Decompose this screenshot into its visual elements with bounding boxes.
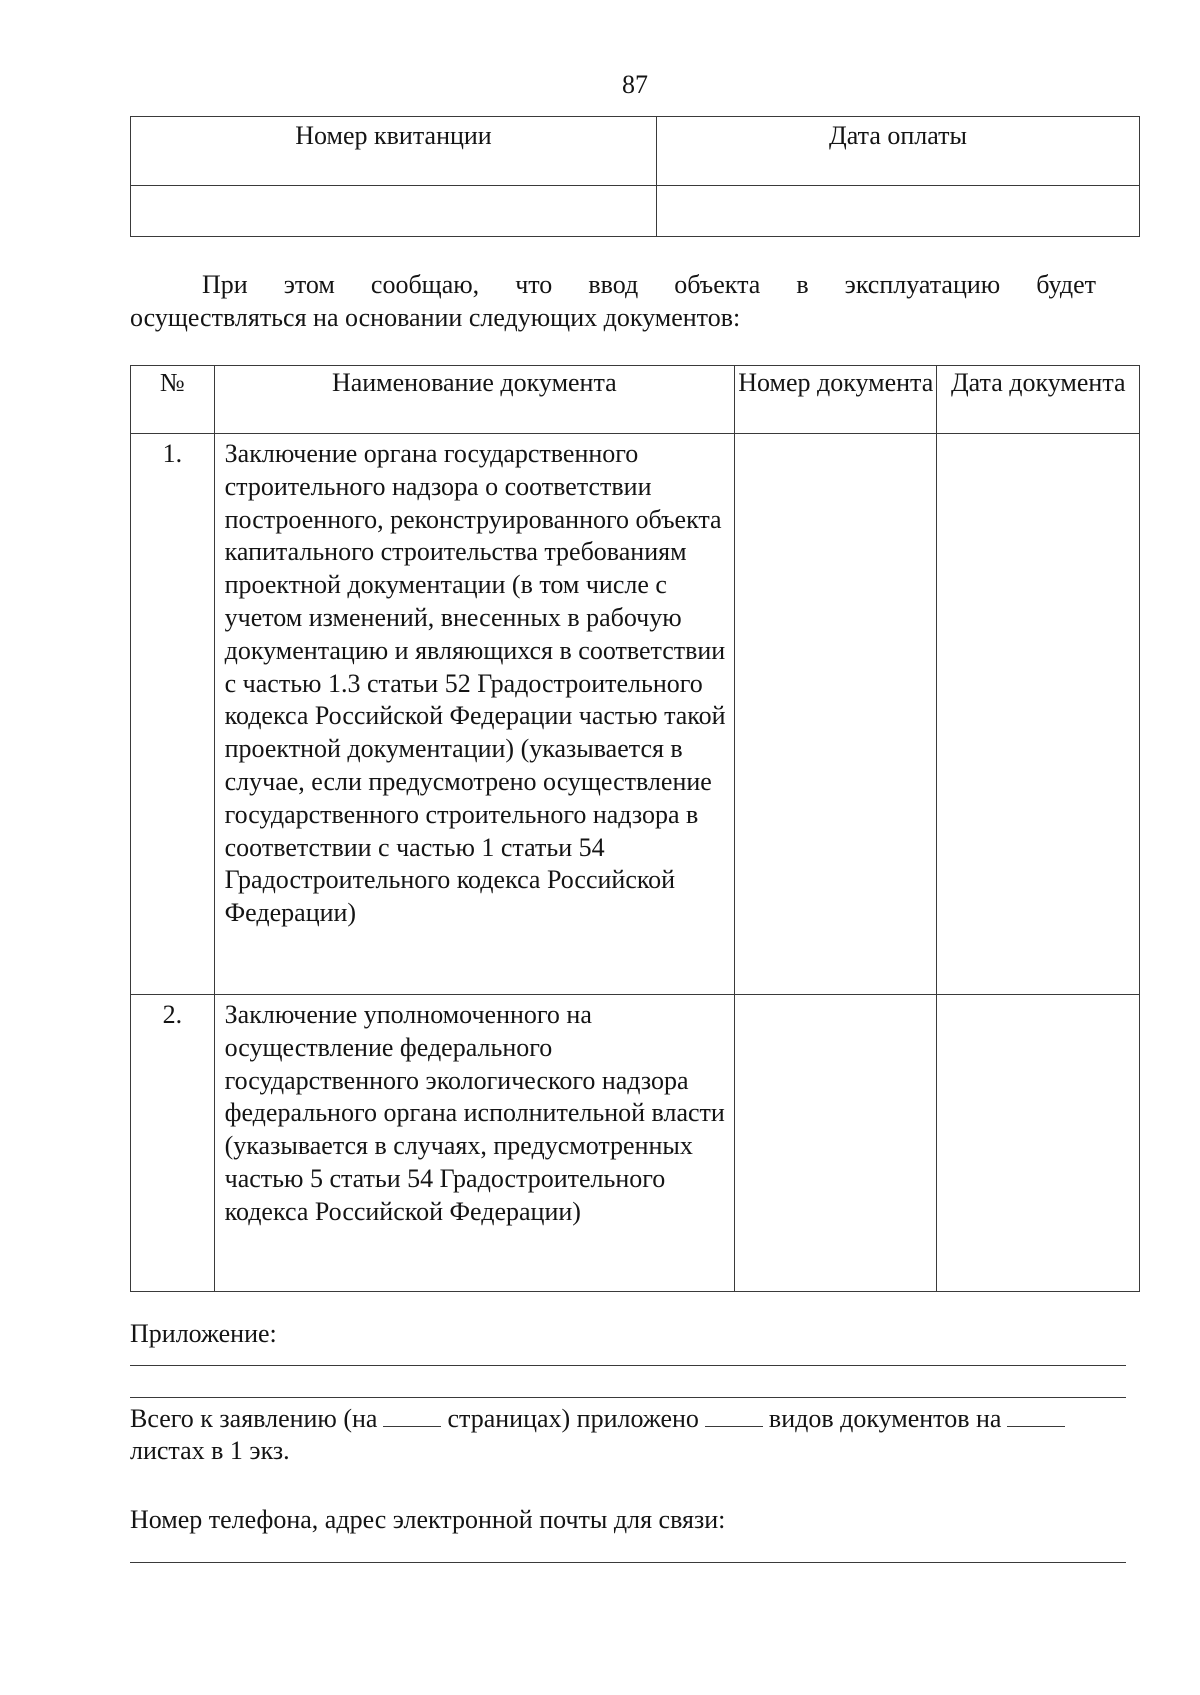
doc-types-count-blank[interactable] <box>705 1404 763 1427</box>
page-number: 87 <box>622 70 648 99</box>
total-part-1: Всего к заявлению (на <box>130 1404 378 1433</box>
row-document-number-cell[interactable] <box>735 995 937 1292</box>
header-receipt-number: Номер квитанции <box>131 117 657 186</box>
header-num: № <box>131 366 215 434</box>
row-number: 1. <box>131 434 215 995</box>
table-row <box>131 434 1140 995</box>
header-document-number: Номер документа <box>735 366 937 434</box>
receipt-table <box>130 116 1140 237</box>
row-document-name: Заключение уполномоченного на осуществление федерального государственного экологического надзора федерального органа исполнительной власти (указывается в случаях, предусмотренных частью 5 статьи 54 Градостроительного кодекса Российской Федерации) <box>214 995 734 1292</box>
table-row <box>131 995 1140 1292</box>
pages-count-blank[interactable] <box>383 1404 441 1427</box>
total-part-2: страницах) приложено <box>447 1404 699 1433</box>
header-document-name: Наименование документа <box>214 366 734 434</box>
row-document-date-cell[interactable] <box>937 434 1140 995</box>
documents-header-row <box>131 366 1140 434</box>
row-document-name: Заключение органа государственного строительного надзора о соответствии построенного, реконструированного объекта капитального строительства требованиям проектной документации (в том числе с учетом изменений, внесенных в рабочую документацию и являющихся в соответствии с частью 1.3 статьи 52 Градостроительного кодекса Российской Федерации частью такой проектной документации) (указывается в случае, если предусмотрено осуществление государственного строительного надзора в соответствии с частью 1 статьи 54 Градостроительного кодекса Российской Федерации) <box>214 434 734 995</box>
documents-table <box>130 365 1140 1292</box>
receipt-value-row <box>131 186 1140 237</box>
attachment-line-2[interactable] <box>130 1397 1126 1398</box>
intro-line-2: осуществляться на основании следующих документов: <box>130 303 741 332</box>
intro-paragraph <box>130 268 1096 334</box>
receipt-number-cell[interactable] <box>131 186 657 237</box>
payment-date-cell[interactable] <box>657 186 1140 237</box>
intro-line-1: При этом сообщаю, что ввод объекта в эксплуатацию будет <box>202 270 1096 299</box>
sheets-count-blank[interactable] <box>1007 1404 1065 1427</box>
contact-label: Номер телефона, адрес электронной почты для связи: <box>130 1505 726 1534</box>
row-document-date-cell[interactable] <box>937 995 1140 1292</box>
header-payment-date: Дата оплаты <box>657 117 1140 186</box>
row-document-number-cell[interactable] <box>735 434 937 995</box>
total-part-3: видов документов на <box>768 1404 1002 1433</box>
row-number: 2. <box>131 995 215 1292</box>
attachment-label: Приложение: <box>130 1319 277 1348</box>
receipt-header-row <box>131 117 1140 186</box>
header-document-date: Дата документа <box>937 366 1140 434</box>
contact-line[interactable] <box>130 1562 1126 1563</box>
total-part-4: листах в 1 экз. <box>130 1436 290 1465</box>
attachment-line-1[interactable] <box>130 1365 1126 1366</box>
total-statement <box>130 1403 1140 1467</box>
